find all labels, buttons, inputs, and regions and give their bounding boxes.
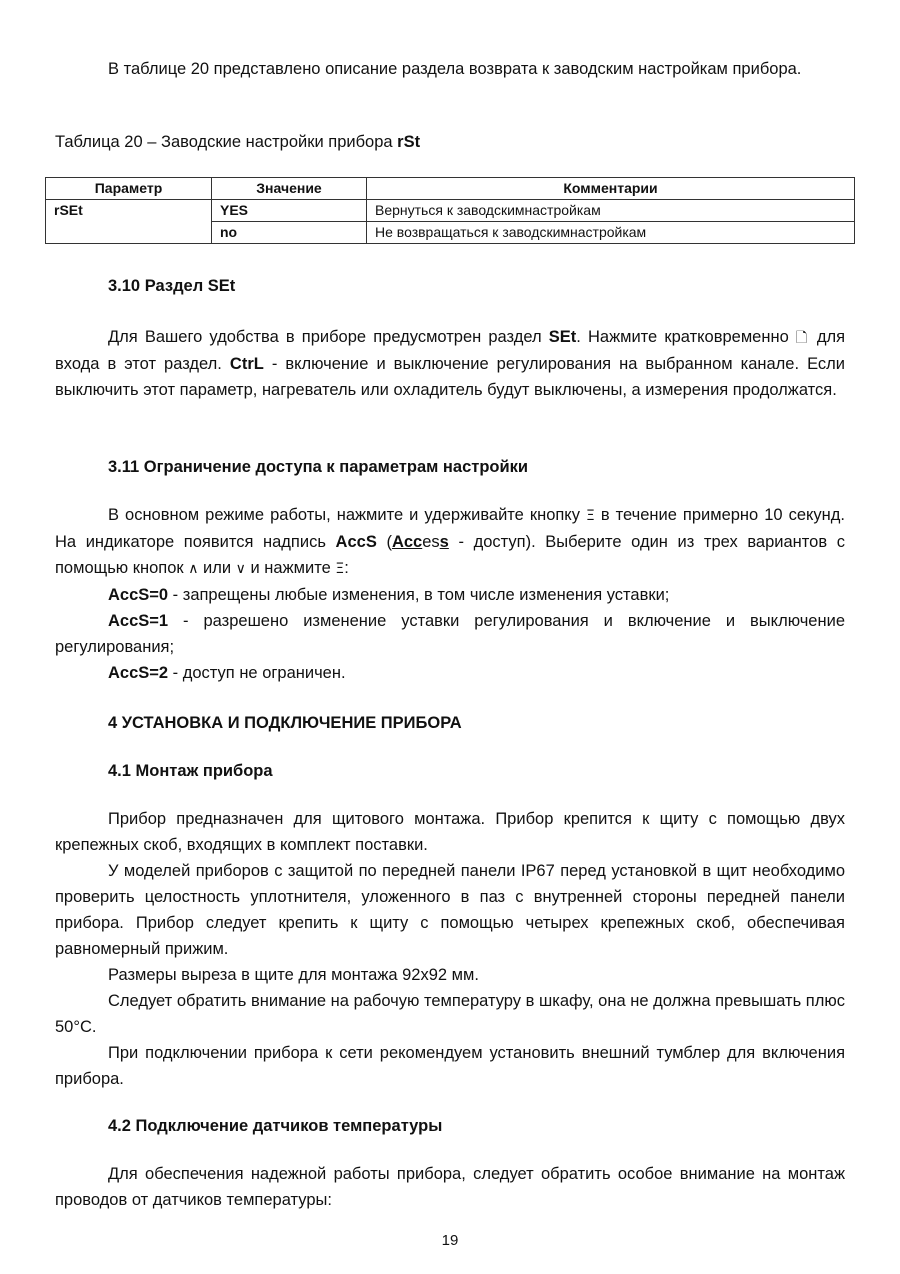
header-value: Значение (212, 178, 367, 200)
cell-value: no (212, 222, 367, 244)
access-option-1: AccS=1 - разрешено изменение уставки регулирования и включение и выключение регулирования; (55, 612, 845, 656)
section-4-2 (55, 1113, 845, 1139)
section-4-1-body: Прибор предназначен для щитового монтажа. Прибор крепится к щиту с помощью двух крепежных скоб, входящих в комплект поставки. У моделей приборов с защитой по передней панели IP67 перед установкой в щит необходимо проверить целостность уплотнителя, уложенного в паз с внутренней стороны передней панели прибора. Прибор следует крепить к щиту с помощью четырех крепежных скоб, обеспечивая равномерный прижим. Размеры выреза в щите для монтажа 92х92 мм. Следует обратить внимание на рабочую температуру в шкафу, она не должна превышать плюс 50°С. При подключении прибора к сети рекомендуем установить внешний тумблер для включения прибора. (55, 810, 845, 1088)
table-row (46, 200, 855, 222)
section-title: 4.1 Монтаж прибора (108, 762, 273, 780)
cell-value: YES (212, 200, 367, 222)
factory-settings-table (45, 177, 855, 244)
section-title: 4.2 Подключение датчиков температуры (108, 1117, 443, 1135)
section-3-11 (55, 454, 845, 480)
cell-comment: Вернуться к заводскимнастройкам (367, 200, 855, 222)
down-arrow-icon: ∨ (235, 561, 246, 577)
section-title: 3.11 Ограничение доступа к параметрам настройки (108, 458, 529, 476)
cell-comment: Не возвращаться к заводскимнастройкам (367, 222, 855, 244)
header-comments: Комментарии (367, 178, 855, 200)
cell-param: rSEt (46, 200, 212, 244)
section-4-2-body: Для обеспечения надежной работы прибора, следует обратить особое внимание на монтаж проводов от датчиков температуры: (55, 1165, 845, 1209)
menu-icon: Ξ (585, 508, 595, 524)
section-title: 3.10 Раздел SEt (108, 277, 236, 295)
access-option-0: AccS=0 - запрещены любые изменения, в том числе изменения уставки; (108, 586, 670, 604)
section-4 (55, 710, 845, 736)
section-4-1 (55, 758, 845, 784)
section-3-11-body: В основном режиме работы, нажмите и удерживайте кнопку Ξ в течение примерно 10 секунд. На индикаторе появится надпись AccS (Access - доступ). Выберите один из трех вариантов с помощью кнопок ∧ или ∨ и нажмите Ξ: AccS=0 - запрещены любые изменения, в том числе изменения уставки; AccS=1 - разрешено изменение уставки регулирования и включение и выключение регулирования; AccS=2 - доступ не ограничен. (55, 502, 845, 686)
page-number: 19 (441, 1232, 459, 1249)
page-icon: 🗋 (795, 330, 810, 346)
up-arrow-icon: ∧ (188, 561, 199, 577)
menu-icon: Ξ (335, 561, 345, 577)
table-caption: Таблица 20 – Заводские настройки прибора rSt (55, 133, 421, 151)
chapter-title: 4 УСТАНОВКА И ПОДКЛЮЧЕНИЕ ПРИБОРА (108, 714, 462, 732)
section-3-10 (55, 273, 845, 299)
access-option-2: AccS=2 - доступ не ограничен. (108, 664, 346, 682)
intro-paragraph: В таблице 20 представлено описание раздела возврата к заводским настройкам прибора. (108, 60, 802, 78)
table-header-row (46, 178, 855, 200)
section-3-10-body: Для Вашего удобства в приборе предусмотрен раздел SEt. Нажмите кратковременно 🗋 для входа в этот раздел. CtrL - включение и выключение регулирования на выбранном канале. Если выключить этот параметр, нагреватель или охладитель будут выключены, а измерения продолжатся. (55, 328, 846, 399)
header-parameter: Параметр (46, 178, 212, 200)
